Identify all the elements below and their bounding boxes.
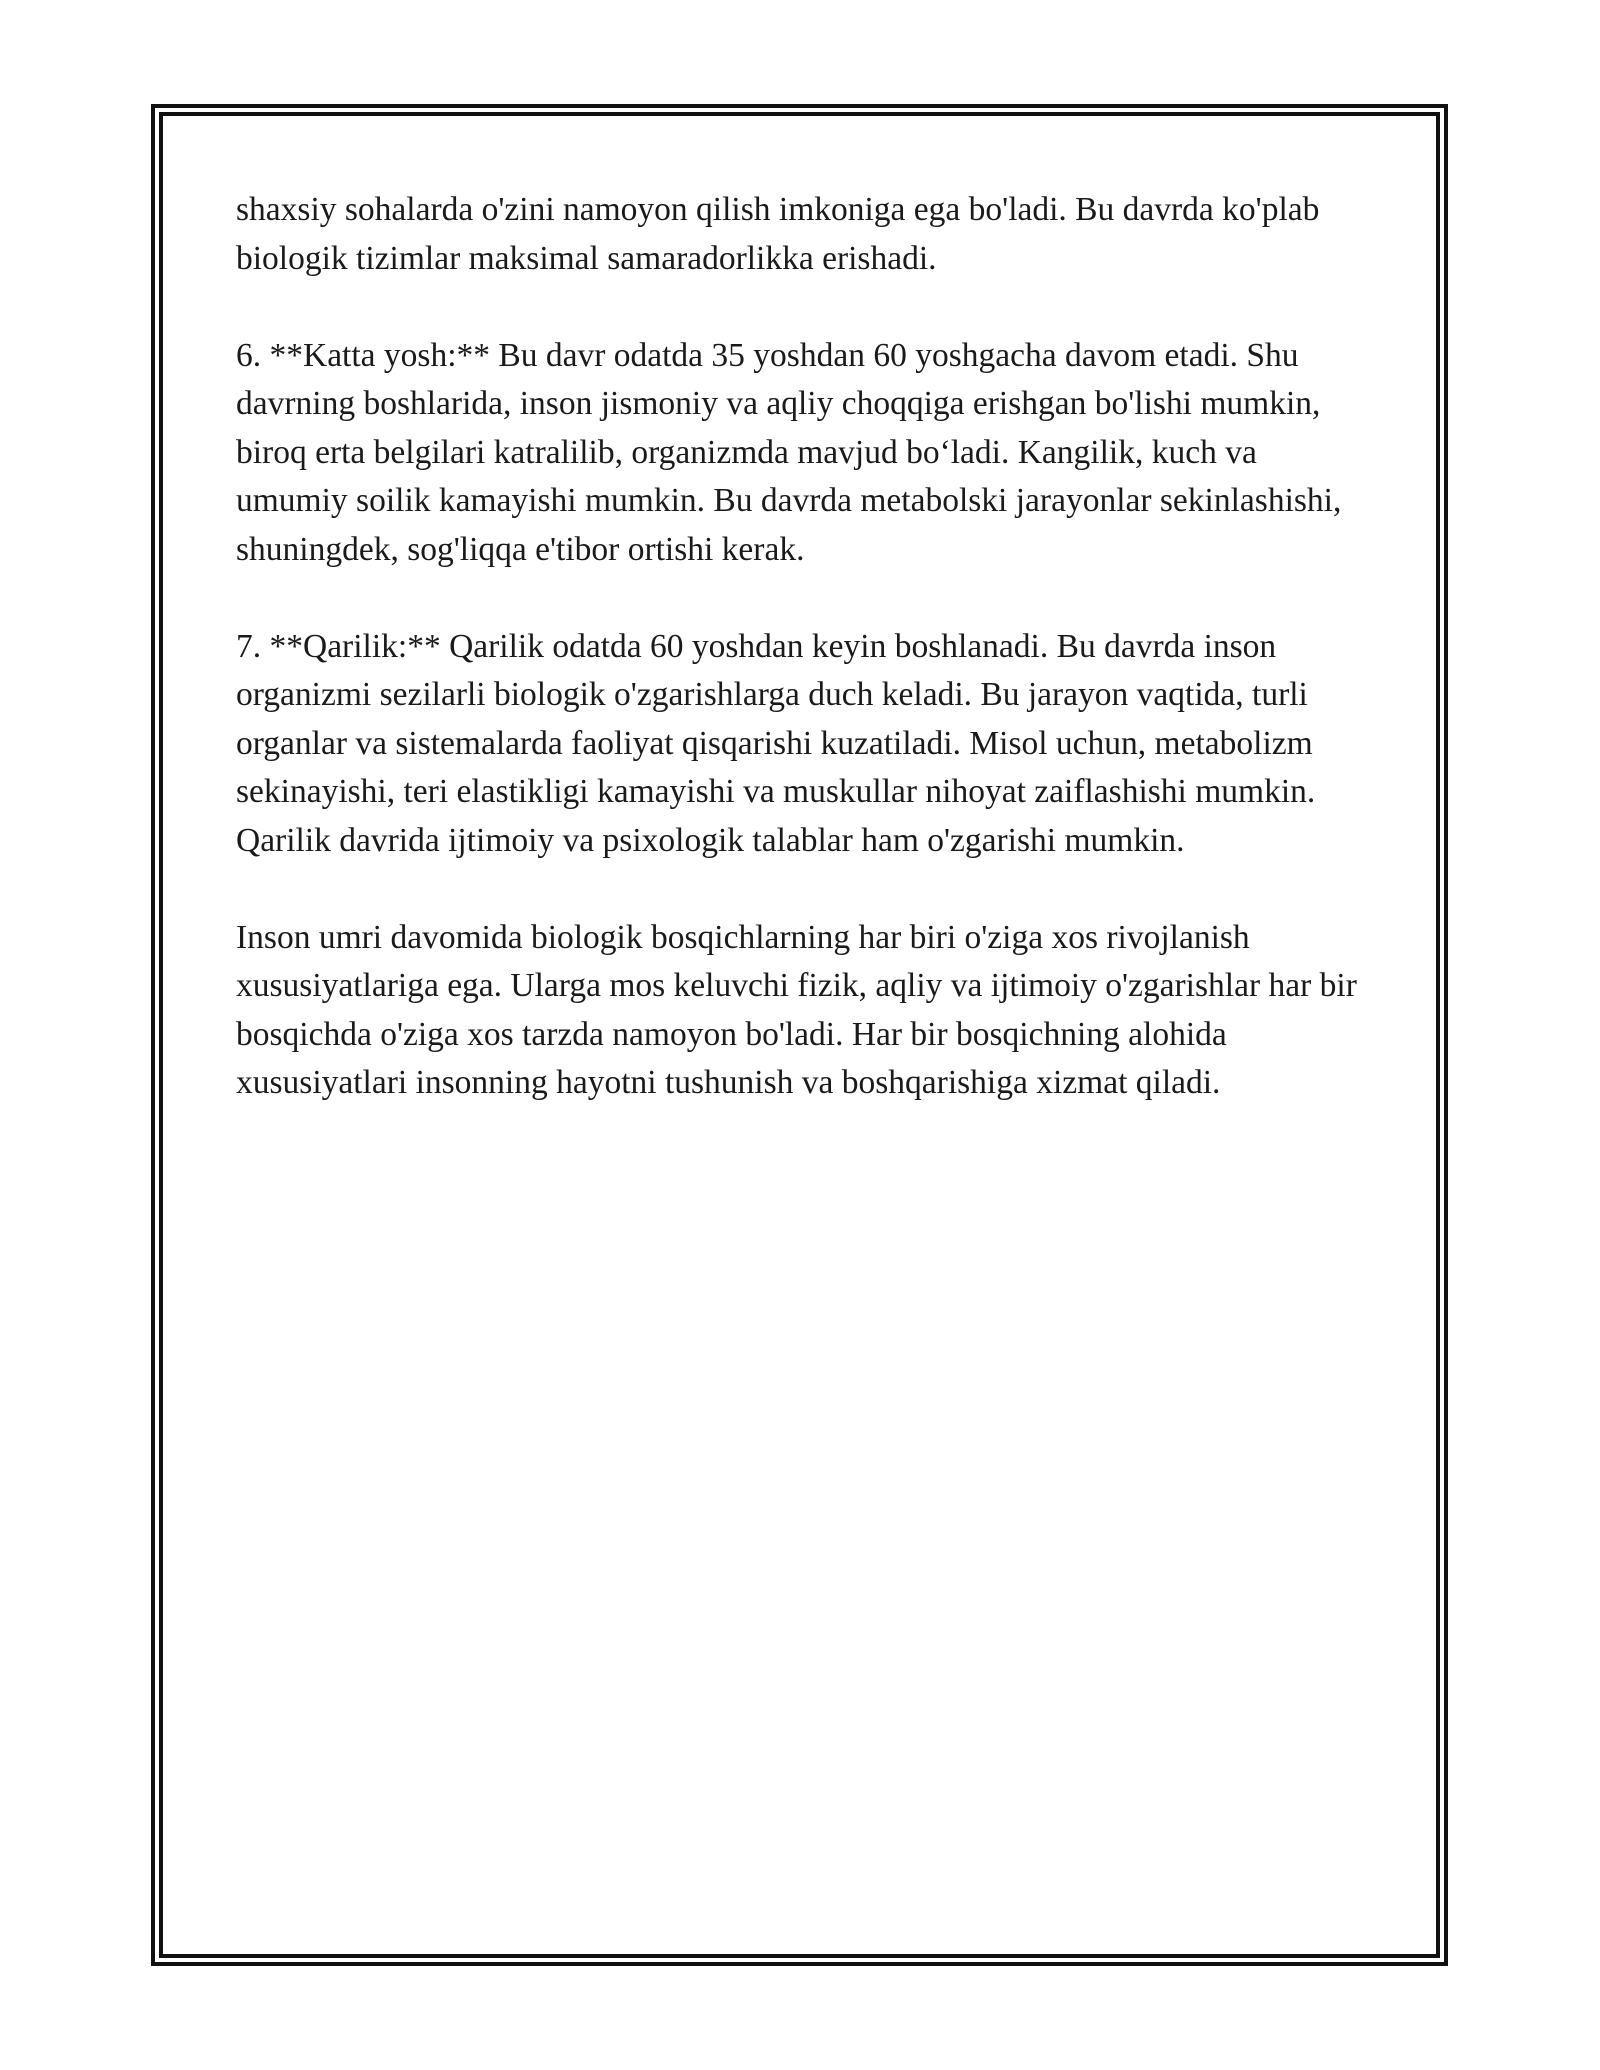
paragraph-katta-yosh: 6. **Katta yosh:** Bu davr odatda 35 yoshdan 60 yoshgacha davom etadi. Shu davrning boshlarida, inson jismoniy va aqliy choqqiga erishgan bo'lishi mumkin, biroq erta belgilari katralilib, organizmda mavjud bo‘ladi. Kangilik, kuch va umumiy soilik kamayishi mumkin. Bu davrda metabolski jarayonlar sekinlashishi, shuningdek, sog'liqqa e'tibor ortishi kerak. — [236, 336, 1342, 568]
paragraph-qarilik: 7. **Qarilik:** Qarilik odatda 60 yoshdan keyin boshlanadi. Bu davrda inson organizmi sezilarli biologik o'zgarishlarga duch keladi. Bu jarayon vaqtida, turli organlar va sistemalarda faoliyat qisqarishi kuzatiladi. Misol uchun, metabolizm sekinayishi, teri elastikligi kamayishi va muskullar nihoyat zaiflashishi mumkin. Qarilik davrida ijtimoiy va psixologik talablar ham o'zgarishi mumkin. — [236, 627, 1316, 859]
document-body — [236, 186, 1366, 1156]
paragraph-conclusion: Inson umri davomida biologik bosqichlarning har biri o'ziga xos rivojlanish xususiyatlariga ega. Ularga mos keluvchi fizik, aqliy va ijtimoiy o'zgarishlar har bir bosqichda o'ziga xos tarzda namoyon bo'ladi. Har bir bosqichning alohida xususiyatlari insonning hayotni tushunish va boshqarishiga xizmat qiladi. — [236, 918, 1357, 1101]
paragraph-continuation: shaxsiy sohalarda o'zini namoyon qilish imkoniga ega bo'ladi. Bu davrda ko'plab biologik tizimlar maksimal samaradorlikka erishadi. — [236, 191, 1320, 277]
